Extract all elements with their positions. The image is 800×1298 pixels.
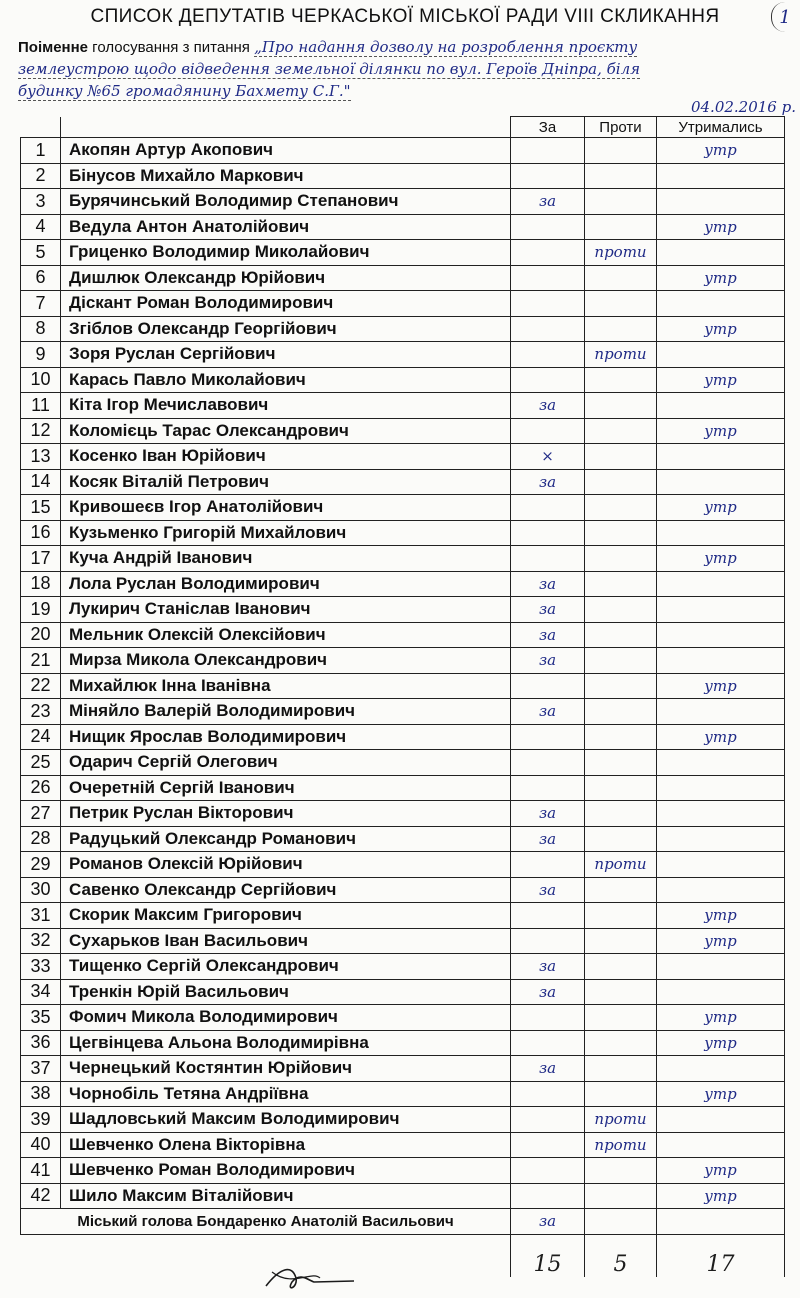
deputy-number: 5 — [21, 240, 61, 266]
vote-za — [511, 724, 585, 750]
vote-utrymalys — [657, 469, 785, 495]
vote-za — [511, 418, 585, 444]
vote-utrymalys — [657, 826, 785, 852]
vote-utrymalys: утр — [657, 214, 785, 240]
vote-utrymalys: утр — [657, 316, 785, 342]
vote-label-rest: голосування з питання — [88, 39, 250, 56]
vote-za — [511, 214, 585, 240]
total-utr-cell — [657, 1234, 785, 1277]
deputy-name: Савенко Олександр Сергійович — [61, 877, 511, 903]
deputy-name: Мирза Микола Олександрович — [61, 648, 511, 674]
vote-proty — [585, 444, 657, 470]
vote-proty — [585, 495, 657, 521]
table-row — [21, 138, 785, 164]
deputy-name: Карась Павло Миколайович — [61, 367, 511, 393]
deputy-name: Кузьменко Григорій Михайлович — [61, 520, 511, 546]
vote-utrymalys — [657, 240, 785, 266]
table-row — [21, 801, 785, 827]
vote-za — [511, 903, 585, 929]
vote-proty — [585, 928, 657, 954]
deputy-number: 6 — [21, 265, 61, 291]
deputy-name: Радуцький Олександр Романович — [61, 826, 511, 852]
vote-za: за — [511, 699, 585, 725]
deputy-name: Петрик Руслан Вікторович — [61, 801, 511, 827]
vote-utrymalys — [657, 1107, 785, 1133]
deputy-name: Шило Максим Віталійович — [61, 1183, 511, 1209]
column-header-za: За — [511, 117, 585, 138]
deputy-name: Шадловський Максим Володимирович — [61, 1107, 511, 1133]
vote-utrymalys — [657, 1056, 785, 1082]
deputy-number: 39 — [21, 1107, 61, 1133]
column-header-proty: Проти — [585, 117, 657, 138]
vote-za: за — [511, 1056, 585, 1082]
header-blank-num — [21, 117, 61, 138]
vote-utrymalys: утр — [657, 1158, 785, 1184]
deputy-number: 3 — [21, 189, 61, 215]
table-row — [21, 673, 785, 699]
vote-utrymalys: утр — [657, 265, 785, 291]
signature-icon — [262, 1258, 362, 1294]
table-row — [21, 903, 785, 929]
vote-utrymalys: утр — [657, 138, 785, 164]
deputy-number: 19 — [21, 597, 61, 623]
table-row — [21, 418, 785, 444]
deputy-name: Сухарьков Іван Васильович — [61, 928, 511, 954]
table-row — [21, 189, 785, 215]
deputy-number: 8 — [21, 316, 61, 342]
vote-utrymalys: утр — [657, 1030, 785, 1056]
vote-utrymalys — [657, 597, 785, 623]
deputy-number: 17 — [21, 546, 61, 572]
deputy-name: Кіта Ігор Мечиславович — [61, 393, 511, 419]
vote-proty — [585, 673, 657, 699]
vote-proty — [585, 393, 657, 419]
deputy-number: 20 — [21, 622, 61, 648]
deputy-number: 4 — [21, 214, 61, 240]
vote-table — [20, 116, 785, 1277]
deputy-name: Лукирич Станіслав Іванович — [61, 597, 511, 623]
vote-proty — [585, 571, 657, 597]
deputy-number: 29 — [21, 852, 61, 878]
table-row — [21, 520, 785, 546]
vote-utrymalys: утр — [657, 673, 785, 699]
deputy-name: Коломієць Тарас Олександрович — [61, 418, 511, 444]
deputy-number: 34 — [21, 979, 61, 1005]
vote-za — [511, 1132, 585, 1158]
vote-date: 04.02.2016 р. — [690, 98, 796, 116]
table-row — [21, 291, 785, 317]
deputies-list — [21, 138, 785, 1209]
vote-za: за — [511, 877, 585, 903]
vote-proty — [585, 418, 657, 444]
vote-proty — [585, 367, 657, 393]
total-proty-cell — [585, 1234, 657, 1277]
document-title: СПИСОК ДЕПУТАТІВ ЧЕРКАСЬКОЇ МІСЬКОЇ РАДИ VIII СКЛИКАННЯ — [90, 6, 720, 27]
vote-proty — [585, 546, 657, 572]
vote-label-bold: Поіменне — [18, 39, 89, 56]
vote-subject-line-1 — [18, 38, 637, 56]
vote-proty — [585, 163, 657, 189]
table-row — [21, 954, 785, 980]
deputy-name: Ведула Антон Анатолійович — [61, 214, 511, 240]
vote-za — [511, 1005, 585, 1031]
mayor-vote-proty — [585, 1209, 657, 1235]
table-row — [21, 163, 785, 189]
vote-za — [511, 1158, 585, 1184]
table-row — [21, 1132, 785, 1158]
vote-proty — [585, 979, 657, 1005]
table-row — [21, 648, 785, 674]
table-row — [21, 597, 785, 623]
vote-utrymalys — [657, 291, 785, 317]
deputy-name: Шевченко Олена Вікторівна — [61, 1132, 511, 1158]
vote-utrymalys: утр — [657, 546, 785, 572]
table-row — [21, 724, 785, 750]
vote-proty — [585, 316, 657, 342]
vote-utrymalys — [657, 775, 785, 801]
deputy-name: Чернецький Костянтин Юрійович — [61, 1056, 511, 1082]
table-row — [21, 316, 785, 342]
table-row — [21, 546, 785, 572]
deputy-name: Бурячинський Володимир Степанович — [61, 189, 511, 215]
deputy-number: 12 — [21, 418, 61, 444]
vote-za — [511, 138, 585, 164]
vote-proty — [585, 214, 657, 240]
table-row — [21, 571, 785, 597]
deputy-number: 23 — [21, 699, 61, 725]
vote-proty — [585, 1158, 657, 1184]
table-row — [21, 1107, 785, 1133]
vote-proty: проти — [585, 1107, 657, 1133]
totals-row — [21, 1234, 785, 1277]
vote-utrymalys — [657, 189, 785, 215]
deputy-number: 9 — [21, 342, 61, 368]
deputy-number: 24 — [21, 724, 61, 750]
vote-proty: проти — [585, 1132, 657, 1158]
vote-proty — [585, 520, 657, 546]
vote-subject-line-2 — [18, 60, 640, 78]
vote-utrymalys — [657, 852, 785, 878]
vote-proty — [585, 1030, 657, 1056]
table-row — [21, 342, 785, 368]
deputy-number: 10 — [21, 367, 61, 393]
header-blank-name — [61, 117, 511, 138]
vote-proty — [585, 699, 657, 725]
vote-proty: проти — [585, 852, 657, 878]
vote-proty — [585, 801, 657, 827]
vote-utrymalys — [657, 1132, 785, 1158]
deputy-number: 1 — [21, 138, 61, 164]
vote-utrymalys: утр — [657, 1005, 785, 1031]
vote-proty — [585, 1183, 657, 1209]
vote-za — [511, 1081, 585, 1107]
table-row — [21, 928, 785, 954]
vote-za: × — [511, 444, 585, 470]
vote-za: за — [511, 571, 585, 597]
vote-za — [511, 1030, 585, 1056]
deputy-name: Бінусов Михайло Маркович — [61, 163, 511, 189]
vote-utrymalys — [657, 163, 785, 189]
vote-za — [511, 673, 585, 699]
vote-utrymalys: утр — [657, 1183, 785, 1209]
table-row — [21, 240, 785, 266]
mayor-vote-za: за — [511, 1209, 585, 1235]
deputy-number: 2 — [21, 163, 61, 189]
vote-utrymalys: утр — [657, 928, 785, 954]
table-row — [21, 444, 785, 470]
vote-proty — [585, 1056, 657, 1082]
vote-utrymalys: утр — [657, 1081, 785, 1107]
table-row — [21, 775, 785, 801]
vote-za — [511, 240, 585, 266]
table-row — [21, 1158, 785, 1184]
vote-utrymalys — [657, 444, 785, 470]
vote-utrymalys — [657, 699, 785, 725]
total-za-cell — [511, 1234, 585, 1277]
vote-za — [511, 750, 585, 776]
vote-za — [511, 1183, 585, 1209]
table-row — [21, 367, 785, 393]
vote-za — [511, 342, 585, 368]
deputy-name: Михайлюк Інна Іванівна — [61, 673, 511, 699]
vote-za: за — [511, 648, 585, 674]
table-row — [21, 393, 785, 419]
table-row — [21, 877, 785, 903]
vote-proty — [585, 903, 657, 929]
deputy-number: 16 — [21, 520, 61, 546]
deputy-number: 35 — [21, 1005, 61, 1031]
vote-za — [511, 367, 585, 393]
deputy-name: Цегвінцева Альона Володимирівна — [61, 1030, 511, 1056]
vote-utrymalys — [657, 622, 785, 648]
deputy-name: Гриценко Володимир Миколайович — [61, 240, 511, 266]
total-utr: 17 — [706, 1251, 735, 1277]
vote-proty — [585, 826, 657, 852]
vote-za — [511, 163, 585, 189]
vote-proty — [585, 724, 657, 750]
deputy-name: Чорнобіль Тетяна Андріївна — [61, 1081, 511, 1107]
deputy-number: 32 — [21, 928, 61, 954]
vote-utrymalys — [657, 801, 785, 827]
vote-utrymalys — [657, 342, 785, 368]
vote-proty — [585, 775, 657, 801]
mayor-vote-utr — [657, 1209, 785, 1235]
table-row — [21, 495, 785, 521]
vote-proty — [585, 265, 657, 291]
deputy-name: Лола Руслан Володимирович — [61, 571, 511, 597]
deputy-number: 27 — [21, 801, 61, 827]
table-row — [21, 214, 785, 240]
vote-utrymalys: утр — [657, 724, 785, 750]
table-header-row — [21, 117, 785, 138]
deputy-name: Косенко Іван Юрійович — [61, 444, 511, 470]
deputy-name: Тищенко Сергій Олександрович — [61, 954, 511, 980]
total-za: 15 — [533, 1251, 562, 1277]
vote-za: за — [511, 954, 585, 980]
deputy-name: Скорик Максим Григорович — [61, 903, 511, 929]
deputy-number: 11 — [21, 393, 61, 419]
deputy-number: 30 — [21, 877, 61, 903]
subject-text-3: будинку №65 громадянину Бахмету С.Г." — [18, 82, 351, 100]
subject-text-1: „Про надання дозволу на розроблення проєкту — [254, 38, 638, 56]
vote-za — [511, 775, 585, 801]
deputy-number: 13 — [21, 444, 61, 470]
vote-za — [511, 852, 585, 878]
vote-utrymalys: утр — [657, 903, 785, 929]
vote-proty — [585, 648, 657, 674]
vote-za — [511, 495, 585, 521]
deputy-number: 7 — [21, 291, 61, 317]
deputy-name: Нищик Ярослав Володимирович — [61, 724, 511, 750]
deputy-number: 37 — [21, 1056, 61, 1082]
deputy-name: Дишлюк Олександр Юрійович — [61, 265, 511, 291]
deputy-number: 33 — [21, 954, 61, 980]
vote-utrymalys — [657, 520, 785, 546]
deputy-name: Косяк Віталій Петрович — [61, 469, 511, 495]
deputy-number: 22 — [21, 673, 61, 699]
vote-za — [511, 546, 585, 572]
vote-subject-line-3 — [18, 82, 351, 100]
vote-proty: проти — [585, 240, 657, 266]
vote-za — [511, 291, 585, 317]
deputy-name: Очеретній Сергій Іванович — [61, 775, 511, 801]
deputy-number: 25 — [21, 750, 61, 776]
vote-utrymalys: утр — [657, 367, 785, 393]
deputy-name: Романов Олексій Юрійович — [61, 852, 511, 878]
deputy-name: Акопян Артур Акопович — [61, 138, 511, 164]
deputy-number: 26 — [21, 775, 61, 801]
vote-za: за — [511, 622, 585, 648]
deputy-name: Згіблов Олександр Георгійович — [61, 316, 511, 342]
deputy-name: Міняйло Валерій Володимирович — [61, 699, 511, 725]
vote-za — [511, 265, 585, 291]
deputy-name: Одарич Сергій Олегович — [61, 750, 511, 776]
vote-utrymalys — [657, 648, 785, 674]
deputy-number: 28 — [21, 826, 61, 852]
table-row — [21, 1005, 785, 1031]
deputy-number: 31 — [21, 903, 61, 929]
subject-text-2: землеустрою щодо відведення земельної ділянки по вул. Героїв Дніпра, біля — [18, 60, 641, 78]
deputy-number: 15 — [21, 495, 61, 521]
deputy-number: 18 — [21, 571, 61, 597]
vote-utrymalys — [657, 979, 785, 1005]
vote-za: за — [511, 469, 585, 495]
table-row — [21, 1183, 785, 1209]
total-proty: 5 — [613, 1251, 628, 1277]
deputy-name: Шевченко Роман Володимирович — [61, 1158, 511, 1184]
deputy-name: Діскант Роман Володимирович — [61, 291, 511, 317]
vote-proty — [585, 877, 657, 903]
mayor-row — [21, 1209, 785, 1235]
table-row — [21, 1056, 785, 1082]
vote-za — [511, 316, 585, 342]
vote-utrymalys — [657, 750, 785, 776]
vote-za — [511, 520, 585, 546]
vote-proty: проти — [585, 342, 657, 368]
vote-proty — [585, 189, 657, 215]
vote-proty — [585, 1081, 657, 1107]
vote-proty — [585, 750, 657, 776]
vote-za: за — [511, 801, 585, 827]
table-row — [21, 622, 785, 648]
vote-za: за — [511, 826, 585, 852]
vote-proty — [585, 597, 657, 623]
deputy-number: 14 — [21, 469, 61, 495]
deputy-number: 40 — [21, 1132, 61, 1158]
vote-utrymalys — [657, 571, 785, 597]
table-row — [21, 826, 785, 852]
vote-utrymalys — [657, 393, 785, 419]
deputy-number: 38 — [21, 1081, 61, 1107]
deputy-number: 21 — [21, 648, 61, 674]
vote-za: за — [511, 979, 585, 1005]
column-header-utrymalys: Утримались — [657, 117, 785, 138]
deputy-name: Фомич Микола Володимирович — [61, 1005, 511, 1031]
vote-utrymalys: утр — [657, 495, 785, 521]
deputy-number: 42 — [21, 1183, 61, 1209]
vote-proty — [585, 622, 657, 648]
vote-proty — [585, 954, 657, 980]
deputy-name: Куча Андрій Іванович — [61, 546, 511, 572]
table-row — [21, 1030, 785, 1056]
vote-proty — [585, 1005, 657, 1031]
deputy-name: Кривошеєв Ігор Анатолійович — [61, 495, 511, 521]
table-row — [21, 469, 785, 495]
deputy-number: 41 — [21, 1158, 61, 1184]
vote-utrymalys — [657, 877, 785, 903]
table-row — [21, 1081, 785, 1107]
vote-proty — [585, 138, 657, 164]
vote-za: за — [511, 189, 585, 215]
table-row — [21, 750, 785, 776]
vote-utrymalys — [657, 954, 785, 980]
table-row — [21, 699, 785, 725]
vote-za — [511, 928, 585, 954]
vote-za: за — [511, 597, 585, 623]
table-row — [21, 265, 785, 291]
deputy-name: Мельник Олексій Олексійович — [61, 622, 511, 648]
deputy-name: Зоря Руслан Сергійович — [61, 342, 511, 368]
deputy-name: Тренкін Юрій Васильович — [61, 979, 511, 1005]
table-row — [21, 852, 785, 878]
vote-proty — [585, 469, 657, 495]
page-number-mark: 1 — [771, 2, 798, 32]
vote-za: за — [511, 393, 585, 419]
vote-za — [511, 1107, 585, 1133]
deputy-number: 36 — [21, 1030, 61, 1056]
mayor-label: Міський голова Бондаренко Анатолій Васильович — [21, 1209, 511, 1235]
table-row — [21, 979, 785, 1005]
vote-proty — [585, 291, 657, 317]
vote-utrymalys: утр — [657, 418, 785, 444]
